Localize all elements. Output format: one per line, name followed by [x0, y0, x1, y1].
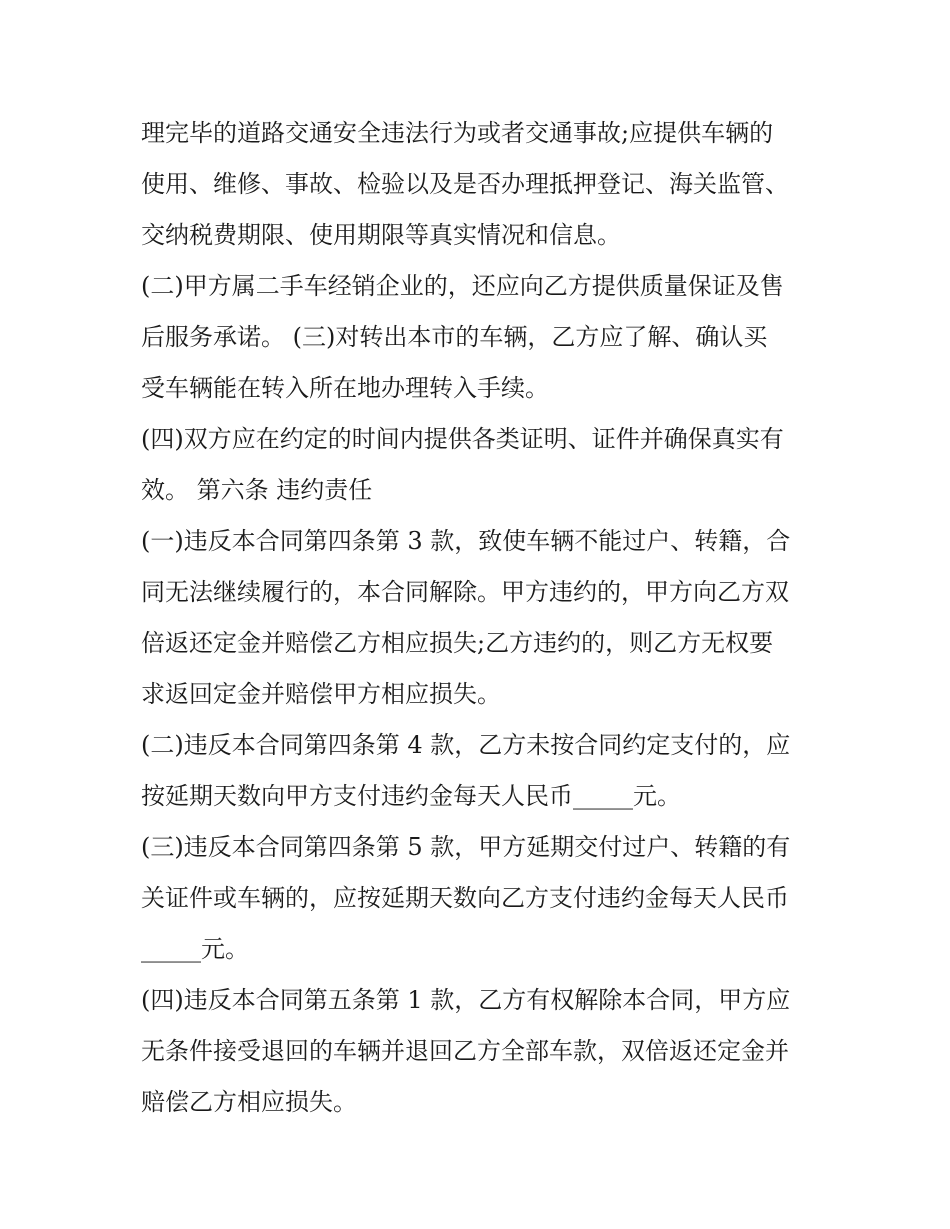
- text-line: 效。 第六条 违约责任: [141, 476, 373, 504]
- text-line: 无条件接受退回的车辆并退回乙方全部车款，双倍返还定金并: [141, 1037, 789, 1065]
- text-line: 理完毕的道路交通安全违法行为或者交通事故;应提供车辆的: [141, 119, 774, 147]
- text-line: (一)违反本合同第四条第 3 款，致使车辆不能过户、转籍，合: [141, 527, 791, 555]
- text-line: 按延期天数向甲方支付违约金每天人民币_____元。: [141, 782, 681, 810]
- text-line: (四)违反本合同第五条第 1 款，乙方有权解除本合同，甲方应: [141, 986, 791, 1014]
- text-line: _____元。: [141, 935, 249, 963]
- text-line: 受车辆能在转入所在地办理转入手续。: [141, 374, 549, 402]
- text-line: 赔偿乙方相应损失。: [141, 1088, 357, 1116]
- text-line: (二)违反本合同第四条第 4 款，乙方未按合同约定支付的，应: [141, 731, 791, 759]
- document-body: [141, 108, 821, 1128]
- text-line: 使用、维修、事故、检验以及是否办理抵押登记、海关监管、: [141, 170, 789, 198]
- text-line: (四)双方应在约定的时间内提供各类证明、证件并确保真实有: [141, 425, 784, 453]
- text-line: (三)违反本合同第四条第 5 款，甲方延期交付过户、转籍的有: [141, 833, 791, 861]
- text-line: 求返回定金并赔偿甲方相应损失。: [141, 680, 501, 708]
- text-line: 同无法继续履行的，本合同解除。甲方违约的，甲方向乙方双: [141, 578, 789, 606]
- text-line: 倍返还定金并赔偿乙方相应损失;乙方违约的，则乙方无权要: [141, 629, 774, 657]
- text-line: 交纳税费期限、使用期限等真实情况和信息。: [141, 221, 621, 249]
- text-line: 关证件或车辆的，应按延期天数向乙方支付违约金每天人民币: [141, 884, 789, 912]
- text-line: 后服务承诺。 (三)对转出本市的车辆，乙方应了解、确认买: [141, 323, 768, 351]
- text-line: (二)甲方属二手车经销企业的，还应向乙方提供质量保证及售: [141, 272, 784, 300]
